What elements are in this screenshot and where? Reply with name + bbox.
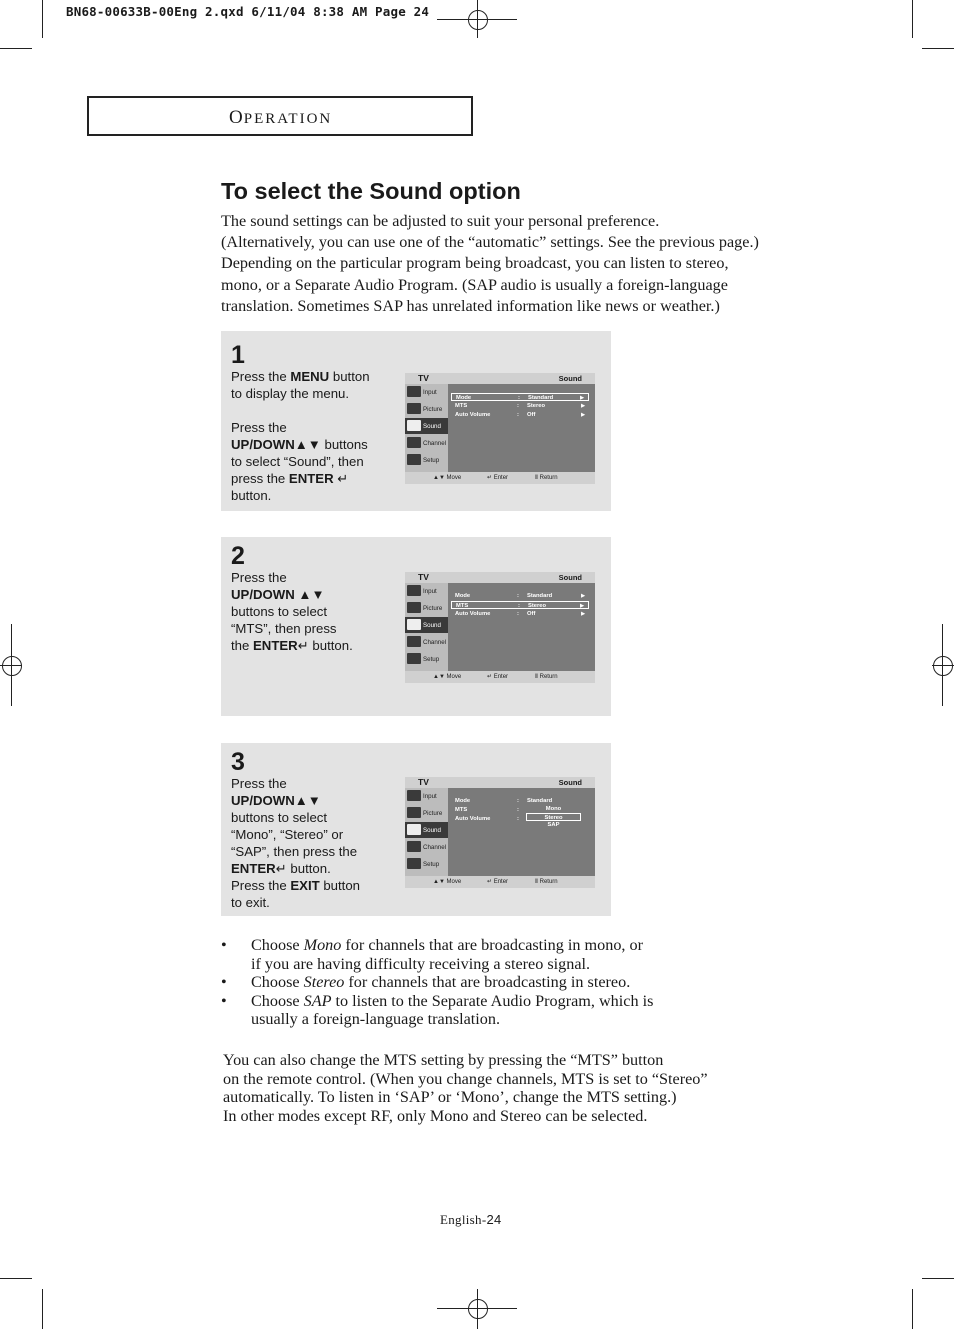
instruction-line: Press the MENU button (231, 369, 370, 384)
osd-sidebar-label: Picture (423, 605, 443, 612)
osd-setting-value: Off (527, 611, 536, 617)
instruction-line: UP/DOWN▲▼ buttons (231, 437, 368, 452)
osd-mts-option: Mono (545, 806, 562, 812)
osd-setting-row (451, 797, 589, 805)
osd-tv-label: TV (418, 572, 429, 582)
osd-sidebar-item-setup (405, 856, 448, 872)
instruction-line: Press the (231, 776, 287, 791)
instruction-line: Press the EXIT button (231, 878, 361, 893)
osd-tv-label: TV (418, 777, 429, 787)
instruction-line: “SAP”, then press the (231, 844, 358, 859)
osd-setting-name: MTS (456, 603, 469, 609)
step-instructions (231, 775, 360, 911)
osd-help-return: Ⅱ Return (535, 674, 558, 680)
tv-menu-screenshot (405, 777, 595, 888)
osd-sidebar-label: Setup (423, 457, 440, 464)
osd-setting-name: MTS (455, 807, 468, 813)
registration-mark-left (0, 624, 22, 706)
osd-help-enter: ↵ Enter (487, 879, 509, 885)
osd-setting-row (451, 592, 589, 600)
osd-help-enter: ↵ Enter (487, 674, 509, 680)
instruction-line: to select “Sound”, then (231, 454, 364, 469)
osd-help-enter: ↵ Enter (487, 475, 509, 481)
osd-sidebar-item-channel (405, 839, 448, 855)
osd-sidebar-label: Sound (423, 423, 441, 430)
osd-mts-option: Stereo (526, 813, 581, 821)
osd-colon: : (517, 403, 519, 409)
registration-mark-bottom (437, 1289, 517, 1329)
step-panel-2 (221, 537, 611, 716)
osd-sidebar-label: Input (423, 588, 437, 595)
osd-sidebar-item-input (405, 788, 448, 804)
osd-setting-value: Standard (528, 395, 554, 401)
note-line: on the remote control. (When you change channels, MTS is set to “Stereo” (223, 1069, 708, 1088)
osd-sidebar-item-picture (405, 401, 448, 417)
instruction-line: Press the (231, 420, 287, 435)
crop-mark (42, 1289, 43, 1329)
registration-mark-top (437, 0, 517, 40)
osd-sidebar-item-input (405, 583, 448, 599)
picture-icon (407, 403, 421, 414)
osd-sidebar-item-setup (405, 452, 448, 468)
osd-help-move: ▲▼ Move (433, 879, 462, 885)
section-title: OPERATION (229, 107, 333, 128)
instruction-line: press the ENTER ↵ (231, 471, 349, 486)
note-line: In other modes except RF, only Mono and Stereo can be selected. (223, 1106, 648, 1125)
step-number: 1 (231, 341, 245, 369)
instruction-line: buttons to select (231, 810, 328, 825)
osd-setting-value: Stereo (528, 603, 547, 609)
osd-help-move: ▲▼ Move (433, 674, 462, 680)
arrow-right-icon: ▶ (581, 403, 585, 409)
list-item: • Choose Mono for channels that are broadcasting in mono, or if you are having difficulty receiving a stereo signal. (221, 936, 643, 973)
instruction-line: “MTS”, then press (231, 621, 337, 636)
osd-setting-value: Stereo (527, 403, 546, 409)
osd-colon: : (517, 798, 519, 804)
arrow-right-icon: ▶ (580, 395, 584, 401)
osd-menu-title: Sound (558, 374, 582, 383)
osd-setting-name: Mode (455, 798, 471, 804)
arrow-right-icon: ▶ (580, 603, 584, 609)
osd-sidebar (405, 384, 448, 472)
osd-setting-value: Standard (527, 798, 553, 804)
setup-icon (407, 653, 421, 664)
osd-title-bar (405, 572, 595, 583)
osd-sidebar-label: Sound (423, 827, 441, 834)
osd-sidebar-item-setup (405, 651, 448, 667)
input-icon (407, 790, 421, 801)
instruction-line: “Mono”, “Stereo” or (231, 827, 344, 842)
crop-mark (0, 48, 32, 49)
osd-sidebar-label: Channel (423, 844, 447, 851)
osd-sidebar-label: Sound (423, 622, 441, 629)
osd-sidebar-label: Picture (423, 406, 443, 413)
osd-colon: : (518, 603, 520, 609)
intro-line: translation. Sometimes SAP has unrelated information like news or weather.) (221, 296, 720, 315)
step-instructions (231, 368, 370, 504)
picture-icon (407, 602, 421, 613)
intro-line: mono, or a Separate Audio Program. (SAP audio is usually a foreign-language (221, 275, 728, 294)
channel-icon (407, 636, 421, 647)
osd-setting-name: Mode (456, 395, 472, 401)
osd-setting-row (451, 601, 589, 609)
osd-colon: : (517, 611, 519, 617)
osd-sidebar-label: Input (423, 793, 437, 800)
registration-mark-right (932, 624, 954, 706)
osd-title-bar (405, 777, 595, 788)
intro-line: (Alternatively, you can use one of the “automatic” settings. See the previous page.) (221, 233, 759, 252)
crop-mark (922, 48, 954, 49)
instruction-line (231, 402, 370, 419)
osd-mts-option: SAP (547, 822, 560, 828)
intro-paragraph (221, 211, 811, 317)
osd-sidebar-item-channel (405, 634, 448, 650)
osd-setting-name: Mode (455, 593, 471, 599)
step-instructions (231, 569, 353, 654)
instruction-line: UP/DOWN▲▼ (231, 793, 321, 808)
osd-sidebar (405, 788, 448, 876)
osd-sidebar-item-sound (405, 418, 448, 434)
osd-help-move: ▲▼ Move (433, 475, 462, 481)
instruction-line: Press the (231, 570, 287, 585)
setup-icon (407, 454, 421, 465)
channel-icon (407, 841, 421, 852)
list-item: • Choose Stereo for channels that are broadcasting in stereo. (221, 973, 631, 992)
crop-mark (912, 0, 913, 38)
page-title: To select the Sound option (221, 178, 521, 204)
sound-icon (407, 824, 421, 835)
osd-help-return: Ⅱ Return (535, 475, 558, 481)
channel-icon (407, 437, 421, 448)
arrow-right-icon: ▶ (581, 611, 585, 617)
option-bullet-list (221, 936, 653, 1029)
osd-help-bar (405, 472, 595, 484)
osd-setting-row (451, 402, 589, 410)
osd-sidebar-item-sound (405, 617, 448, 633)
osd-colon: : (517, 412, 519, 418)
osd-sidebar-item-picture (405, 600, 448, 616)
section-header (87, 96, 473, 136)
instruction-line: ENTER↵ button. (231, 861, 331, 876)
osd-setting-row (451, 610, 589, 618)
osd-setting-name: Auto Volume (455, 816, 491, 822)
osd-help-return: Ⅱ Return (535, 879, 558, 885)
input-icon (407, 386, 421, 397)
osd-tv-label: TV (418, 373, 429, 383)
arrow-right-icon: ▶ (581, 593, 585, 599)
crop-mark (922, 1278, 954, 1279)
list-item: • Choose SAP to listen to the Separate Audio Program, which is usually a foreign-language translation. (221, 991, 654, 1029)
osd-setting-name: Auto Volume (455, 412, 491, 418)
step-panel-3 (221, 743, 611, 916)
sound-icon (407, 420, 421, 431)
osd-sidebar-item-sound (405, 822, 448, 838)
intro-line: Depending on the particular program being broadcast, you can listen to stereo, (221, 254, 729, 273)
osd-sidebar-label: Picture (423, 810, 443, 817)
input-icon (407, 585, 421, 596)
print-slug: BN68-00633B-00Eng 2.qxd 6/11/04 8:38 AM Page 24 (66, 4, 430, 19)
tv-menu-screenshot (405, 572, 595, 683)
osd-sidebar-item-channel (405, 435, 448, 451)
osd-help-bar (405, 876, 595, 888)
osd-colon: : (517, 816, 519, 822)
osd-menu-title: Sound (558, 778, 582, 787)
osd-sidebar-label: Input (423, 389, 437, 396)
osd-setting-row (451, 393, 589, 401)
picture-icon (407, 807, 421, 818)
osd-menu-title: Sound (558, 573, 582, 582)
osd-setting-value: Standard (527, 593, 553, 599)
note-line: You can also change the MTS setting by pressing the “MTS” button (223, 1051, 664, 1069)
step-number: 3 (231, 748, 245, 776)
setup-icon (407, 858, 421, 869)
osd-help-bar (405, 671, 595, 683)
osd-sidebar-label: Setup (423, 656, 440, 663)
osd-setting-name: Auto Volume (455, 611, 491, 617)
step-number: 2 (231, 542, 245, 570)
page-footer: English-24 (440, 1212, 502, 1227)
crop-mark (42, 0, 43, 38)
osd-setting-row (451, 411, 589, 419)
osd-sidebar-label: Channel (423, 440, 447, 447)
instruction-line: button. (231, 488, 272, 503)
crop-mark (0, 1278, 32, 1279)
osd-sidebar-label: Setup (423, 861, 440, 868)
instruction-line: to exit. (231, 895, 270, 910)
osd-setting-name: MTS (455, 403, 468, 409)
note-line: automatically. To listen in ‘SAP’ or ‘Mono’, change the MTS setting.) (223, 1088, 677, 1107)
crop-mark (912, 1289, 913, 1329)
osd-colon: : (517, 807, 519, 813)
tv-menu-screenshot (405, 373, 595, 484)
instruction-line: to display the menu. (231, 386, 350, 401)
sound-icon (407, 619, 421, 630)
mts-note (223, 1051, 708, 1125)
osd-title-bar (405, 373, 595, 384)
osd-setting-value: Off (527, 412, 536, 418)
osd-sidebar-item-input (405, 384, 448, 400)
osd-sidebar-item-picture (405, 805, 448, 821)
step-panel-1 (221, 331, 611, 511)
intro-line: The sound settings can be adjusted to suit your personal preference. (221, 212, 660, 230)
osd-colon: : (518, 395, 520, 401)
osd-sidebar (405, 583, 448, 671)
instruction-line: UP/DOWN ▲▼ (231, 587, 325, 602)
arrow-right-icon: ▶ (581, 412, 585, 418)
page-number: 24 (486, 1212, 502, 1227)
instruction-line: the ENTER↵ button. (231, 638, 353, 653)
instruction-line: buttons to select (231, 604, 328, 619)
osd-mts-options (526, 805, 581, 829)
osd-colon: : (517, 593, 519, 599)
osd-sidebar-label: Channel (423, 639, 447, 646)
